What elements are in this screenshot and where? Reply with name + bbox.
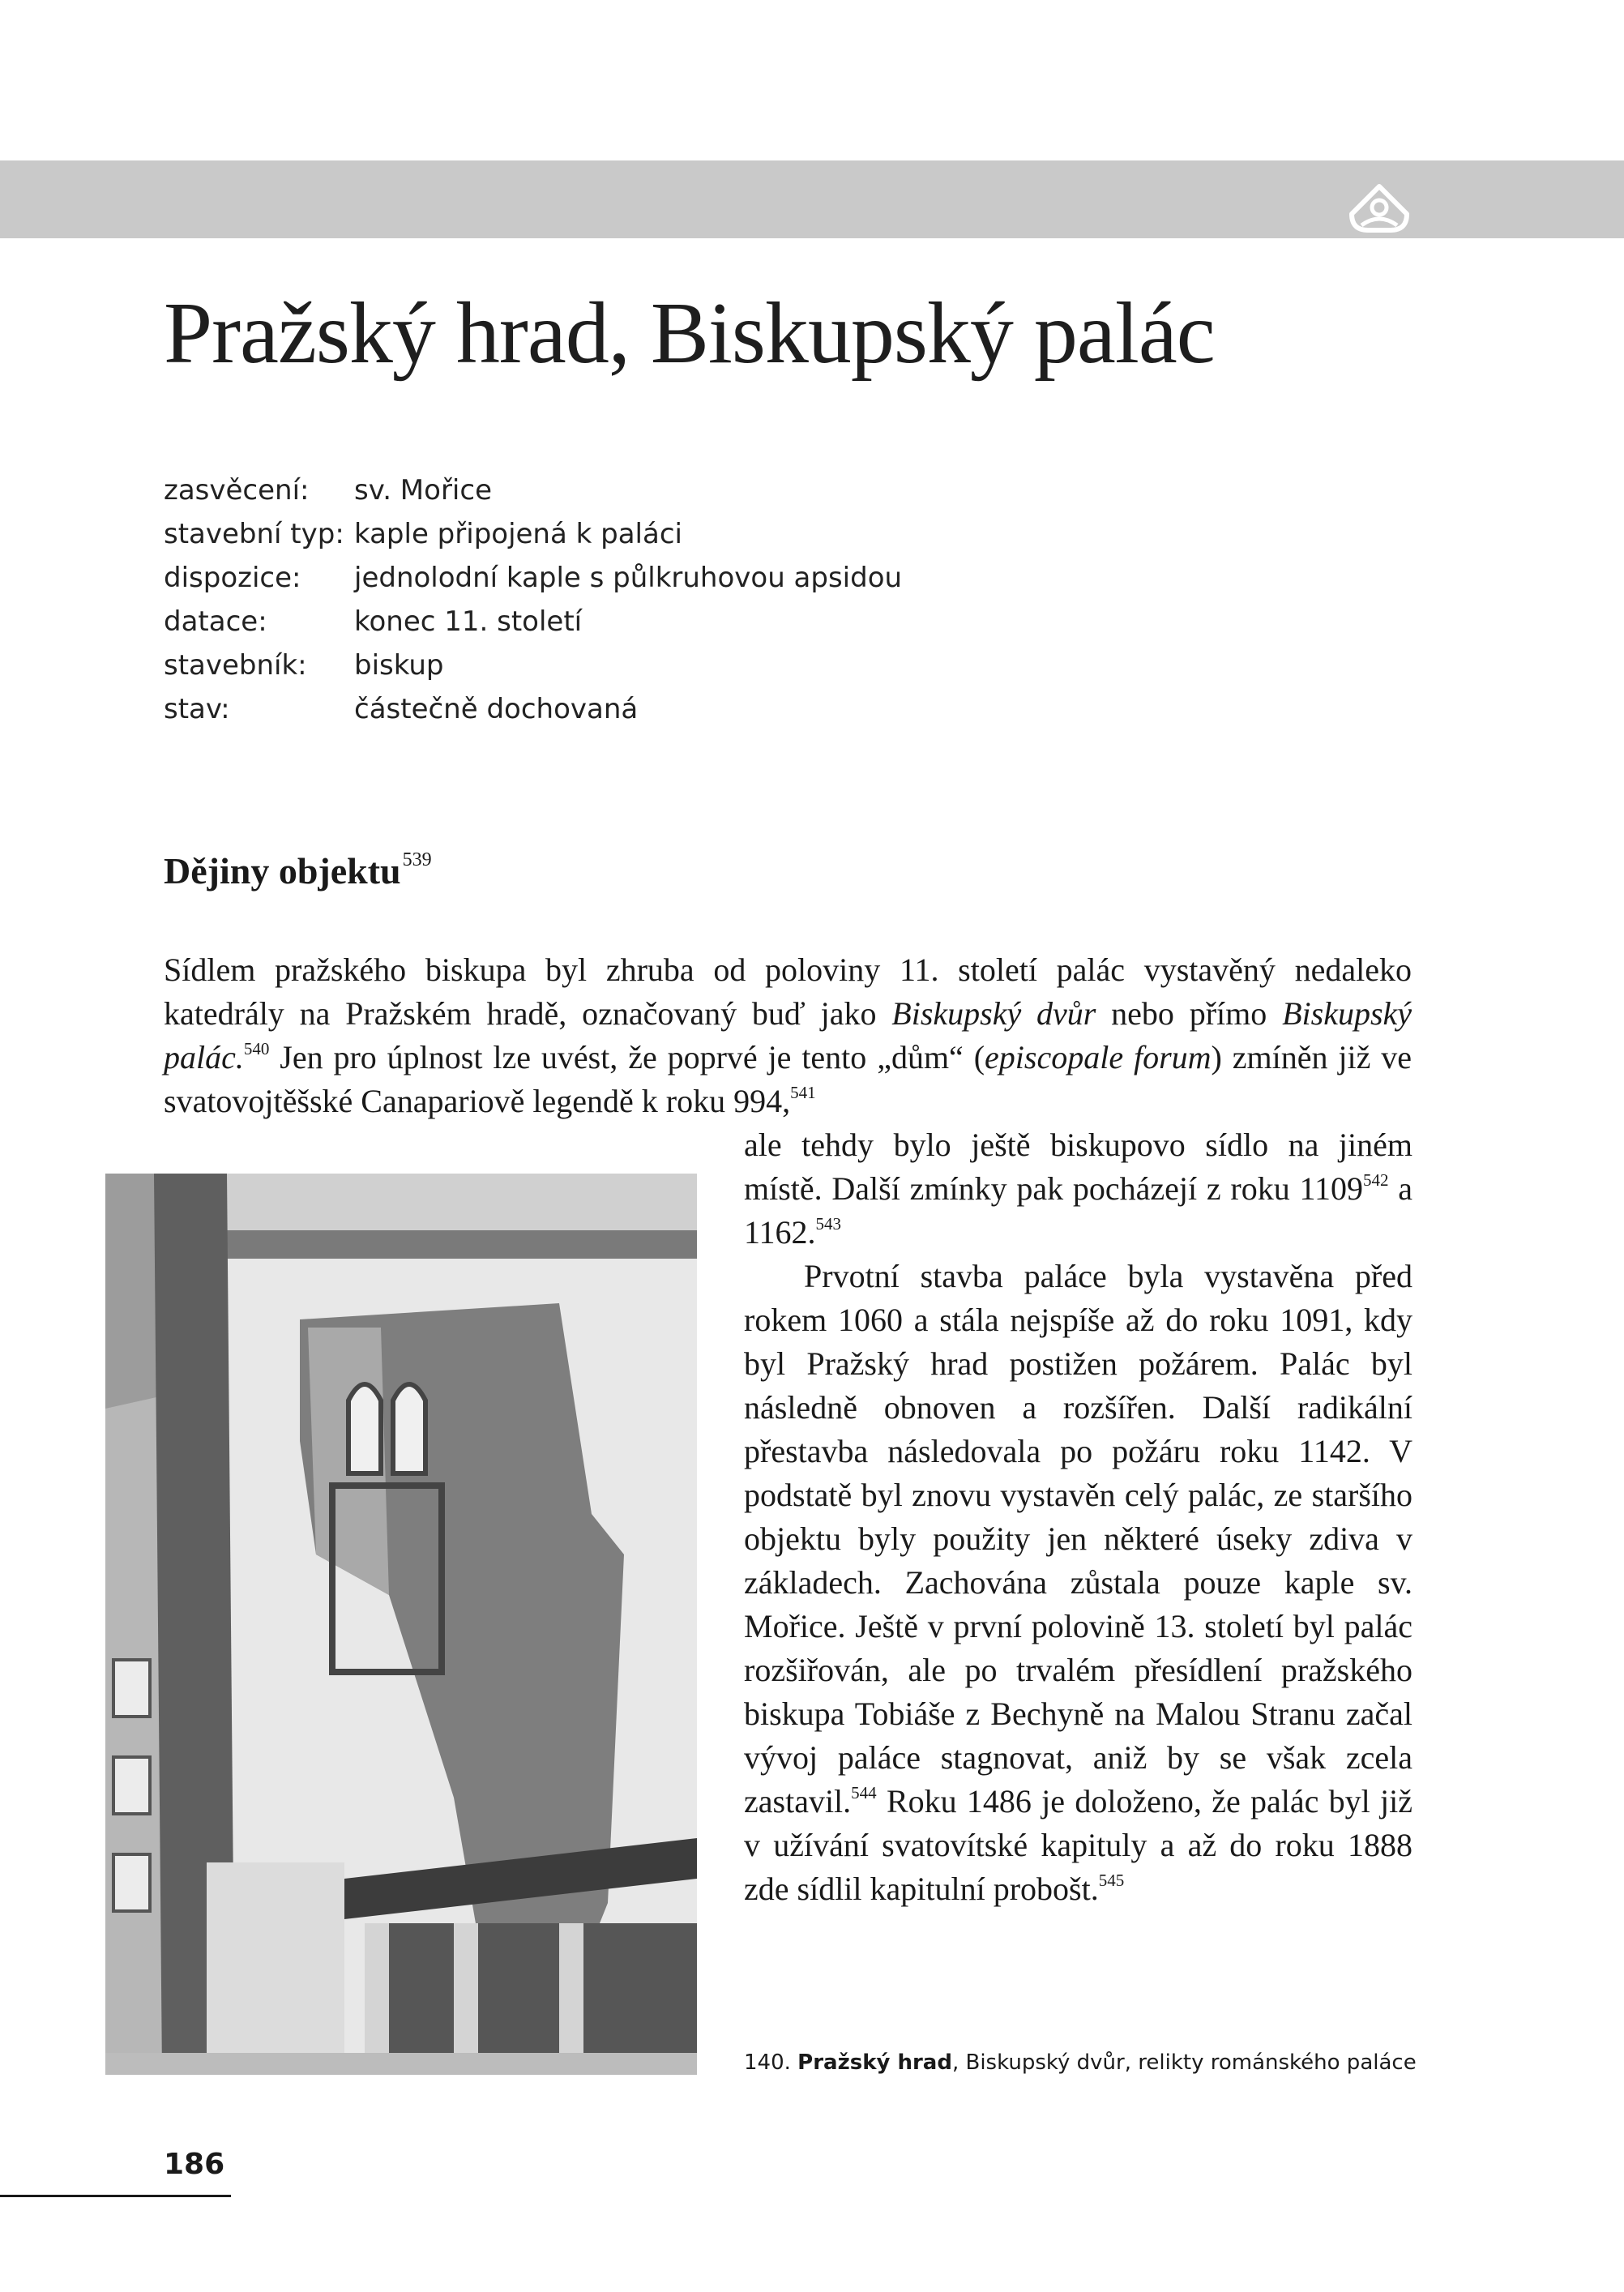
page-number: 186 bbox=[164, 2148, 225, 2181]
arcade-pier bbox=[454, 1923, 478, 2053]
metadata-value: jednolodní kaple s půlkruhovou apsidou bbox=[354, 562, 903, 594]
metadata-value: částečně dochovaná bbox=[354, 693, 639, 725]
text-run: Prvotní stavba paláce byla vystavěna před rokem 1060 a stála nejspíše až do roku 1091, kdy byl Pražský hrad postižen požárem. Palác byl následně obnoven a rozšířen. Další radikální přestavba následovala po požáru roku 1142. V podstatě byl znovu vystavěn celý palác, ze staršího objektu byly použity jen některé úseky zdiva v základech. Zachována zůstala pouze kaple sv. Mořice. Ještě v první polovině 13. století byl palác rozšiřován, ale po trvalém přesídlení pražského biskupa Tobiáše z Bechyně na Malou Stranu začal vývoj paláce stagnovat, aniž by se však zcela zastavil. bbox=[744, 1258, 1412, 1819]
left-window bbox=[113, 1854, 150, 1911]
footer-rule bbox=[0, 2195, 231, 2197]
figure-place: Pražský hrad bbox=[797, 2050, 952, 2075]
metadata-value: konec 11. století bbox=[354, 605, 583, 638]
paragraph-history bbox=[744, 1255, 1412, 1911]
italic-run: Biskupský palác. bbox=[164, 995, 1412, 1075]
arcade bbox=[365, 1923, 697, 2053]
figure-caption bbox=[744, 2050, 1417, 2075]
metadata-table bbox=[164, 468, 902, 731]
figure-number: 140. bbox=[744, 2050, 791, 2075]
metadata-label: stav: bbox=[164, 693, 230, 725]
pavement bbox=[105, 2053, 697, 2075]
text-run: Sídlem pražského biskupa byl zhruba od poloviny 11. století palác vystavěný nedaleko katedrály na Pražském hradě, označovaný buď jako bbox=[164, 951, 1412, 1032]
text-run: a 1162. bbox=[744, 1170, 1412, 1251]
metadata-label: stavebník: bbox=[164, 649, 307, 682]
metadata-row bbox=[164, 556, 902, 600]
metadata-value: kaple připojená k paláci bbox=[354, 518, 682, 550]
metadata-value: biskup bbox=[354, 649, 444, 682]
eave-shadow bbox=[194, 1230, 697, 1259]
chapel-emblem-icon bbox=[1347, 183, 1412, 233]
metadata-value: sv. Mořice bbox=[354, 474, 492, 507]
figure-description: , Biskupský dvůr, relikty románského paláce bbox=[951, 2050, 1417, 2075]
building-photo bbox=[105, 1174, 697, 2075]
arcade-pier bbox=[559, 1923, 583, 2053]
eave bbox=[178, 1174, 697, 1230]
footnote-ref: 544 bbox=[851, 1783, 877, 1802]
text-run: ) zmíněn již ve svatovojtěšské Canapariově legendě k roku 994, bbox=[164, 1039, 1412, 1119]
metadata-label: zasvěcení: bbox=[164, 474, 310, 507]
metadata-label: dispozice: bbox=[164, 562, 301, 594]
paragraph-continued bbox=[744, 1123, 1412, 1255]
page-title: Pražský hrad, Biskupský palác bbox=[164, 285, 1215, 382]
arcade-pier bbox=[365, 1923, 389, 2053]
left-window bbox=[113, 1757, 150, 1814]
footnote-ref: 542 bbox=[1362, 1170, 1389, 1190]
paragraph-intro bbox=[164, 948, 1412, 1123]
metadata-row bbox=[164, 512, 902, 556]
left-window bbox=[113, 1660, 150, 1717]
text-run: ale tehdy bylo ještě biskupovo sídlo na jiném místě. Další zmínky pak pocházejí z roku 1109 bbox=[744, 1127, 1412, 1207]
section-heading bbox=[164, 849, 432, 892]
metadata-row bbox=[164, 468, 902, 512]
metadata-label: stavební typ: bbox=[164, 518, 344, 550]
metadata-label: datace: bbox=[164, 605, 267, 638]
text-run: Roku 1486 je doloženo, že palác byl již v užívání svatovítské kapituly a až do roku 1888 zde sídlil kapitulní probošt. bbox=[744, 1783, 1412, 1907]
footnote-ref: 545 bbox=[1098, 1871, 1125, 1890]
plinth bbox=[207, 1862, 344, 2075]
footnote-ref: 541 bbox=[790, 1083, 816, 1102]
section-heading-text: Dějiny objektu bbox=[164, 850, 401, 892]
metadata-row bbox=[164, 600, 902, 644]
italic-run: episcopale forum bbox=[985, 1039, 1212, 1075]
text-run: Jen pro úplnost lze uvést, že poprvé je tento „dům“ ( bbox=[280, 1039, 985, 1075]
footnote-ref: 539 bbox=[402, 849, 432, 870]
footnote-ref: 540 bbox=[243, 1039, 270, 1058]
footnote-ref: 543 bbox=[815, 1214, 842, 1234]
text-run: nebo přímo bbox=[1111, 995, 1267, 1032]
metadata-row bbox=[164, 687, 902, 731]
metadata-row bbox=[164, 644, 902, 687]
italic-run: Biskupský dvůr bbox=[891, 995, 1096, 1032]
